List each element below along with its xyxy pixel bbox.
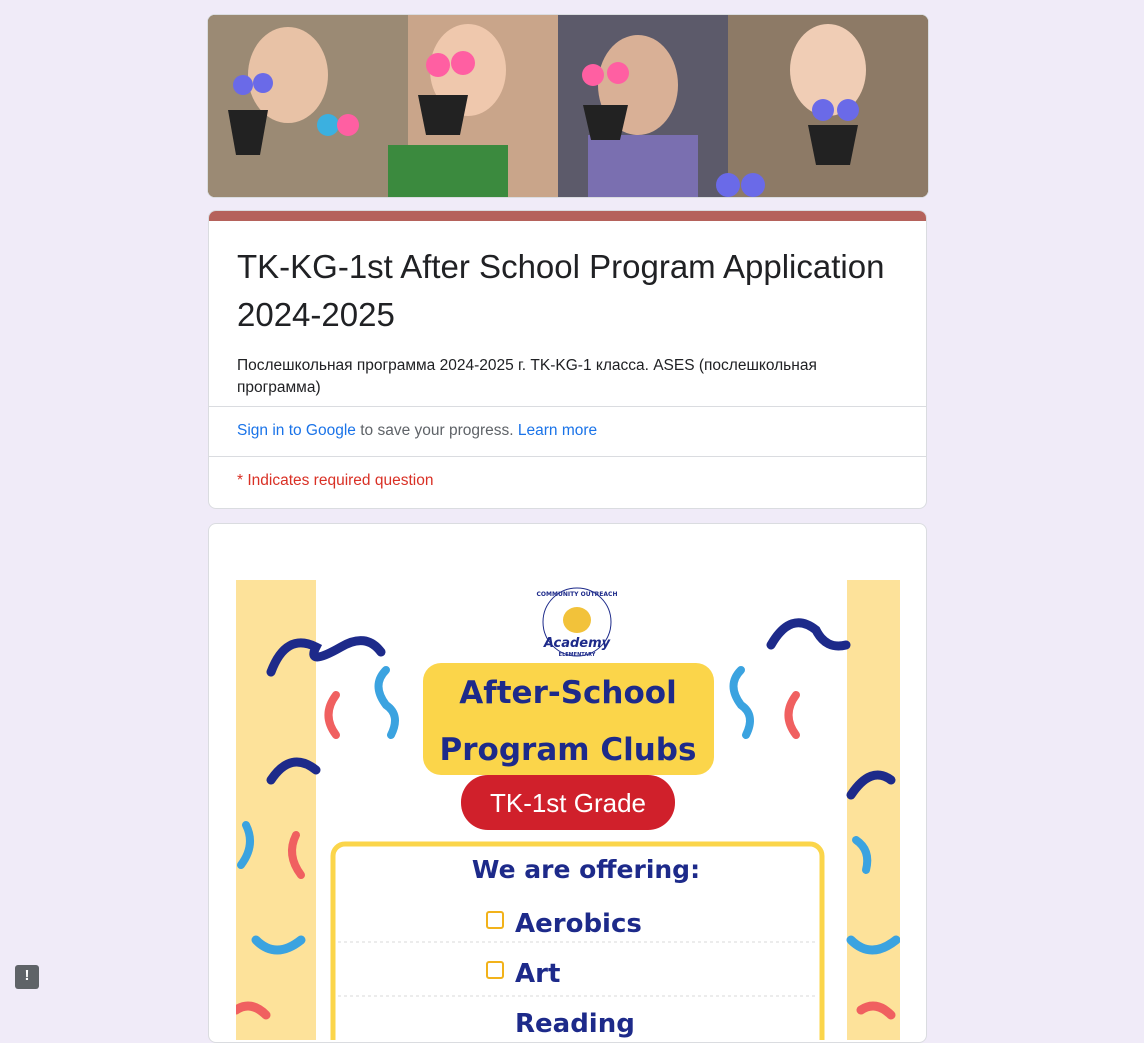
offering-heading: We are offering:: [471, 855, 701, 884]
mascot-icon: [563, 607, 591, 633]
report-problem-icon[interactable]: !: [15, 965, 39, 989]
header-banner-image: [207, 14, 929, 198]
program-poster-image: [236, 580, 900, 1040]
title-accent-stripe: [209, 211, 926, 221]
logo-sub: ELEMENTARY: [558, 652, 596, 658]
poster-title-line2: Program Clubs: [439, 732, 697, 768]
signin-row: [209, 406, 926, 457]
signin-helper-text: to save your progress.: [355, 422, 518, 439]
required-note-row: [209, 456, 926, 509]
offering-item: Reading: [515, 1009, 635, 1039]
required-note: * Indicates required question: [237, 472, 434, 489]
logo-arc-text: COMMUNITY OUTREACH: [536, 591, 618, 598]
image-card: [208, 523, 927, 1043]
poster-title-line1: After-School: [459, 675, 677, 711]
poster-right-band: [847, 580, 900, 1040]
offering-item: Art: [515, 959, 561, 989]
form-title: TK-KG-1st After School Program Application 2024-2025: [237, 248, 885, 333]
sign-in-link[interactable]: Sign in to Google: [237, 422, 356, 439]
form-description: Послешкольная программа 2024-2025 г. TK-KG-1 класса. ASES (послешкольная программа): [237, 357, 817, 396]
learn-more-link[interactable]: Learn more: [517, 422, 598, 439]
poster-grade: TK-1st Grade: [489, 788, 647, 818]
logo-name: Academy: [543, 636, 611, 651]
poster-left-band: [236, 580, 316, 1040]
offering-item: Aerobics: [515, 909, 642, 939]
form-title-card: [208, 210, 927, 509]
